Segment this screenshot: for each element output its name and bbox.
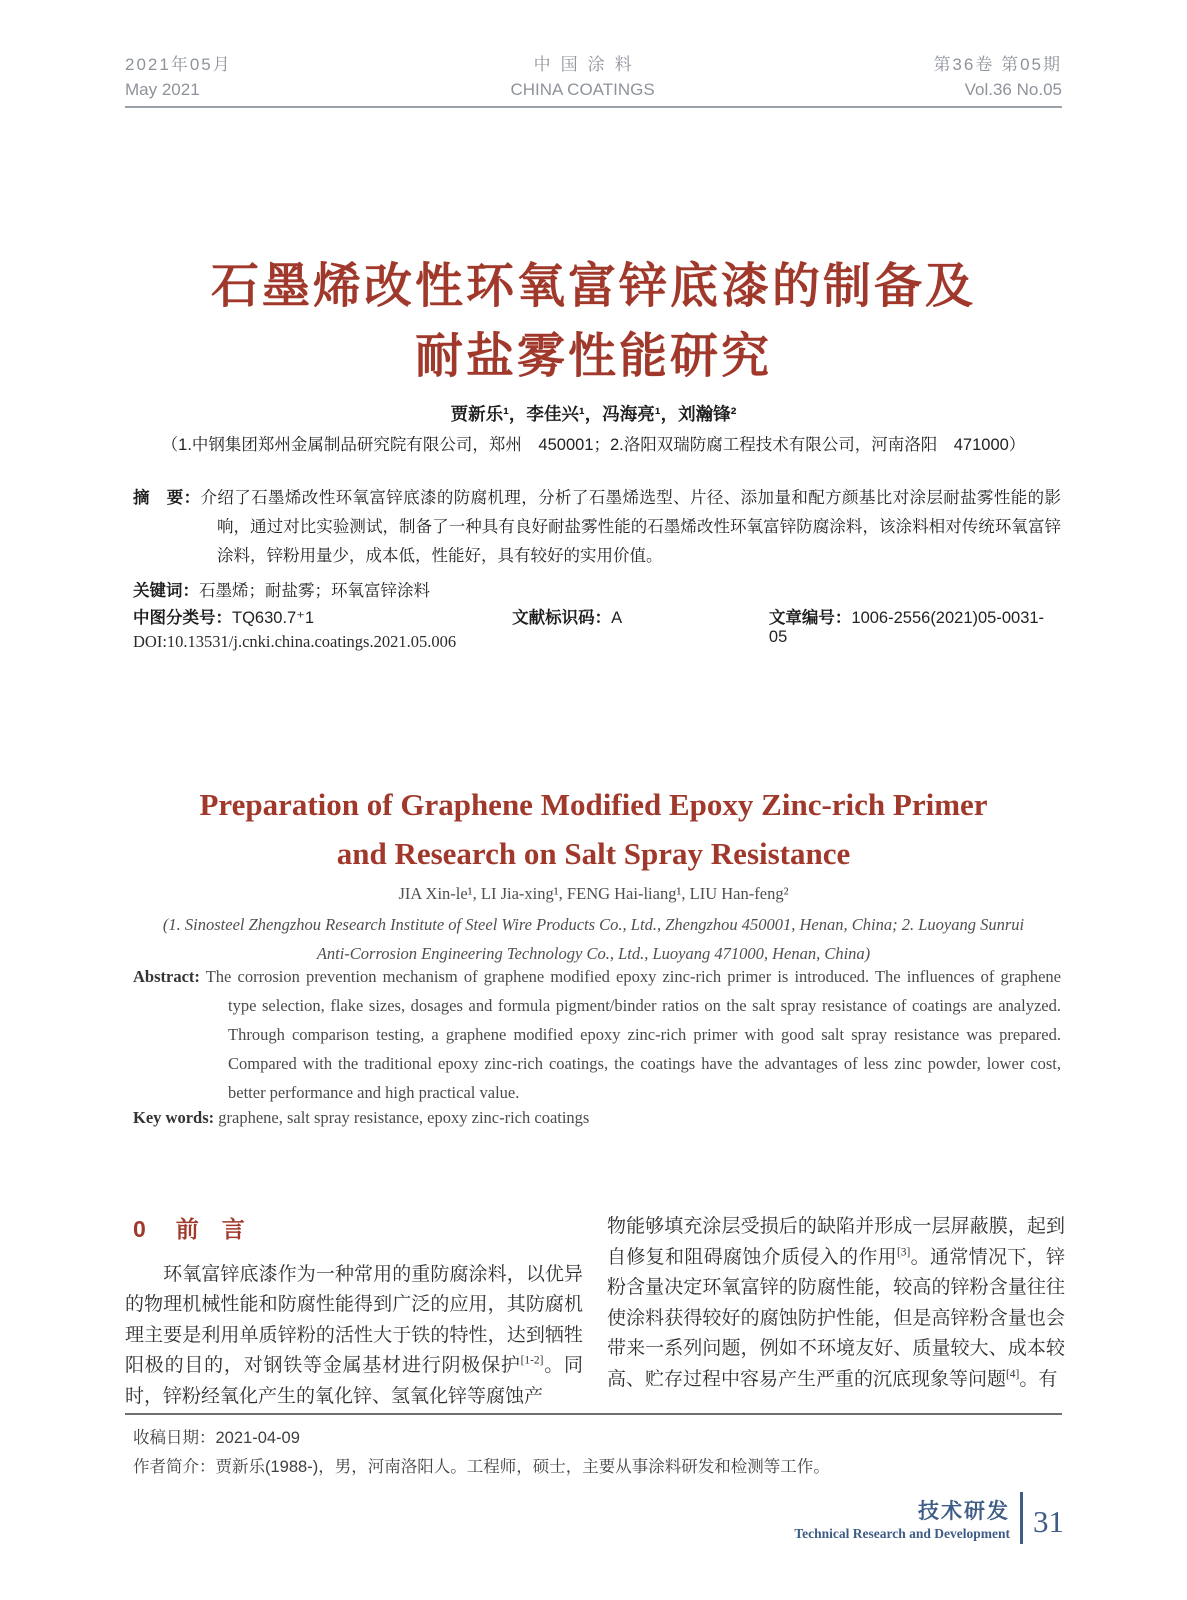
- page-number: 31: [1033, 1504, 1064, 1539]
- footnote-rule: [125, 1413, 1062, 1415]
- header-date-en: May 2021: [125, 80, 200, 99]
- keywords-cn-label: 关键词：: [133, 582, 199, 600]
- abstract-cn-text: 介绍了石墨烯改性环氧富锌底漆的防腐机理，分析了石墨烯选型、片径、添加量和配方颜基比对涂层耐盐雾性能的影响，通过对比实验测试，制备了一种具有良好耐盐雾性能的石墨烯改性环氧富锌防腐涂料，该涂料相对传统环氧富锌涂料，锌粉用量少，成本低，性能好，具有较好的实用价值。: [200, 489, 1062, 565]
- document-code-label: 文献标识码：: [512, 609, 612, 627]
- article-title-cn-line1: 石墨烯改性环氧富锌底漆的制备及: [210, 260, 976, 313]
- doi: DOI:10.13531/j.cnki.china.coatings.2021.05.006: [133, 632, 457, 651]
- document-code-value: A: [611, 609, 623, 627]
- section-name-en: Technical Research and Development: [794, 1525, 1010, 1541]
- affiliation-en-line1: (1. Sinosteel Zhengzhou Research Institute of Steel Wire Products Co., Ltd., Zhengzhou 450001, Henan, China; 2. Luoyang Sunrui: [162, 915, 1025, 934]
- received-date: [133, 1424, 1061, 1453]
- keywords-en-label: Key words:: [133, 1108, 215, 1127]
- abstract-en-label: Abstract:: [133, 967, 200, 986]
- article-title-en-line1: Preparation of Graphene Modified Epoxy Zinc-rich Primer: [199, 787, 988, 822]
- abstract-cn-label: 摘 要：: [133, 489, 201, 507]
- intro-left-column: [125, 1212, 583, 1412]
- intro-columns: [125, 1212, 1065, 1412]
- article-title-en: [0, 780, 1187, 878]
- author-bio: [133, 1453, 1061, 1482]
- author-bio-value: 贾新乐(1988-)，男，河南洛阳人。工程师，硕士，主要从事涂料研发和检测等工作。: [215, 1458, 830, 1476]
- article-id-label: 文章编号：: [768, 609, 852, 627]
- article-id-value: 1006-2556(2021)05-0031-05: [768, 609, 1045, 646]
- header-date: [125, 52, 232, 102]
- article-title-en-line2: and Research on Salt Spray Resistance: [336, 836, 851, 871]
- header-journal: [510, 52, 654, 102]
- header-issue-en: Vol.36 No.05: [964, 80, 1062, 99]
- abstract-en-text: The corrosion prevention mechanism of graphene modified epoxy zinc-rich primer is introduced. The influences of graphene type selection, flake sizes, dosages and formula pigment/binder ratios on the salt spray resistance of coatings are analyzed. Through comparison testing, a graphene modified epoxy zinc-rich primer with good salt spray resistance was prepared. Compared with the traditional epoxy zinc-rich coatings, the coatings have the advantages of less zinc powder, lower cost, better performance and high practical value.: [199, 967, 1061, 1102]
- section-tab-divider: [1020, 1492, 1023, 1544]
- clc-label: 中图分类号：: [133, 609, 232, 627]
- author-bio-label: 作者简介：: [133, 1458, 216, 1476]
- header-journal-en: CHINA COATINGS: [510, 80, 655, 99]
- keywords-cn-text: 石墨烯；耐盐雾；环氧富锌涂料: [199, 582, 430, 600]
- authors-cn: 贾新乐¹，李佳兴¹，冯海亮¹，刘瀚锋²: [450, 404, 737, 424]
- keywords-en-text: graphene, salt spray resistance, epoxy zinc-rich coatings: [214, 1108, 590, 1127]
- received-date-value: 2021-04-09: [215, 1429, 300, 1447]
- intro-right-column: [607, 1212, 1065, 1412]
- section-tab: [794, 1492, 1064, 1544]
- section-name-cn: 技术研发: [918, 1499, 1010, 1523]
- abstract-cn: [133, 484, 1061, 571]
- section-heading: [133, 1214, 583, 1245]
- article-title-cn-line2: 耐盐雾性能研究: [414, 330, 772, 383]
- header-issue-cn: 第36卷 第05期: [933, 55, 1062, 74]
- document-code: [512, 604, 769, 647]
- header-rule: [125, 106, 1062, 108]
- abstract-en: [133, 962, 1061, 1107]
- authors-en: JIA Xin-le¹, LI Jia-xing¹, FENG Hai-liang¹, LIU Han-feng²: [398, 884, 789, 903]
- received-date-label: 收稿日期：: [133, 1429, 216, 1447]
- affiliation-en-line2: Anti-Corrosion Engineering Technology Co., Ltd., Luoyang 471000, Henan, China): [316, 944, 871, 963]
- section-tab-text: [794, 1495, 1010, 1542]
- section-title: 前 言: [175, 1216, 245, 1242]
- footnote: [133, 1424, 1061, 1482]
- section-number: 0: [133, 1216, 146, 1242]
- intro-left-text: 环氧富锌底漆作为一种常用的重防腐涂料，以优异的物理机械性能和防腐性能得到广泛的应用，其防腐机理主要是利用单质锌粉的活性大于铁的特性，达到牺牲阳极的目的，对钢铁等金属基材进行阴极保护[1-2]。同时，锌粉经氧化产生的氧化锌、氢氧化锌等腐蚀产: [125, 1263, 583, 1407]
- clc-value: TQ630.7⁺1: [232, 609, 315, 627]
- intro-right-text: 物能够填充涂层受损后的缺陷并形成一层屏蔽膜，起到自修复和阻碍腐蚀介质侵入的作用[3]。通常情况下，锌粉含量决定环氧富锌的防腐性能，较高的锌粉含量往往使涂料获得较好的腐蚀防护性能，但是高锌粉含量也会带来一系列问题，例如不环境友好、质量较大、成本较高、贮存过程中容易产生严重的沉底现象等问题[4]。有: [607, 1216, 1065, 1390]
- header-issue: [933, 52, 1062, 102]
- keywords-cn: [133, 577, 1061, 601]
- header-date-cn: 2021年05月: [125, 55, 232, 74]
- running-head: [125, 52, 1062, 102]
- affiliation-cn: （1.中钢集团郑州金属制品研究院有限公司，郑州 450001；2.洛阳双瑞防腐工程技术有限公司，河南洛阳 471000）: [161, 436, 1026, 454]
- affiliation-en: [0, 910, 1187, 968]
- article-title-cn: [0, 252, 1187, 392]
- article-id: [769, 604, 1061, 647]
- keywords-en: [133, 1108, 1061, 1128]
- header-journal-cn: 中国涂料: [533, 55, 642, 74]
